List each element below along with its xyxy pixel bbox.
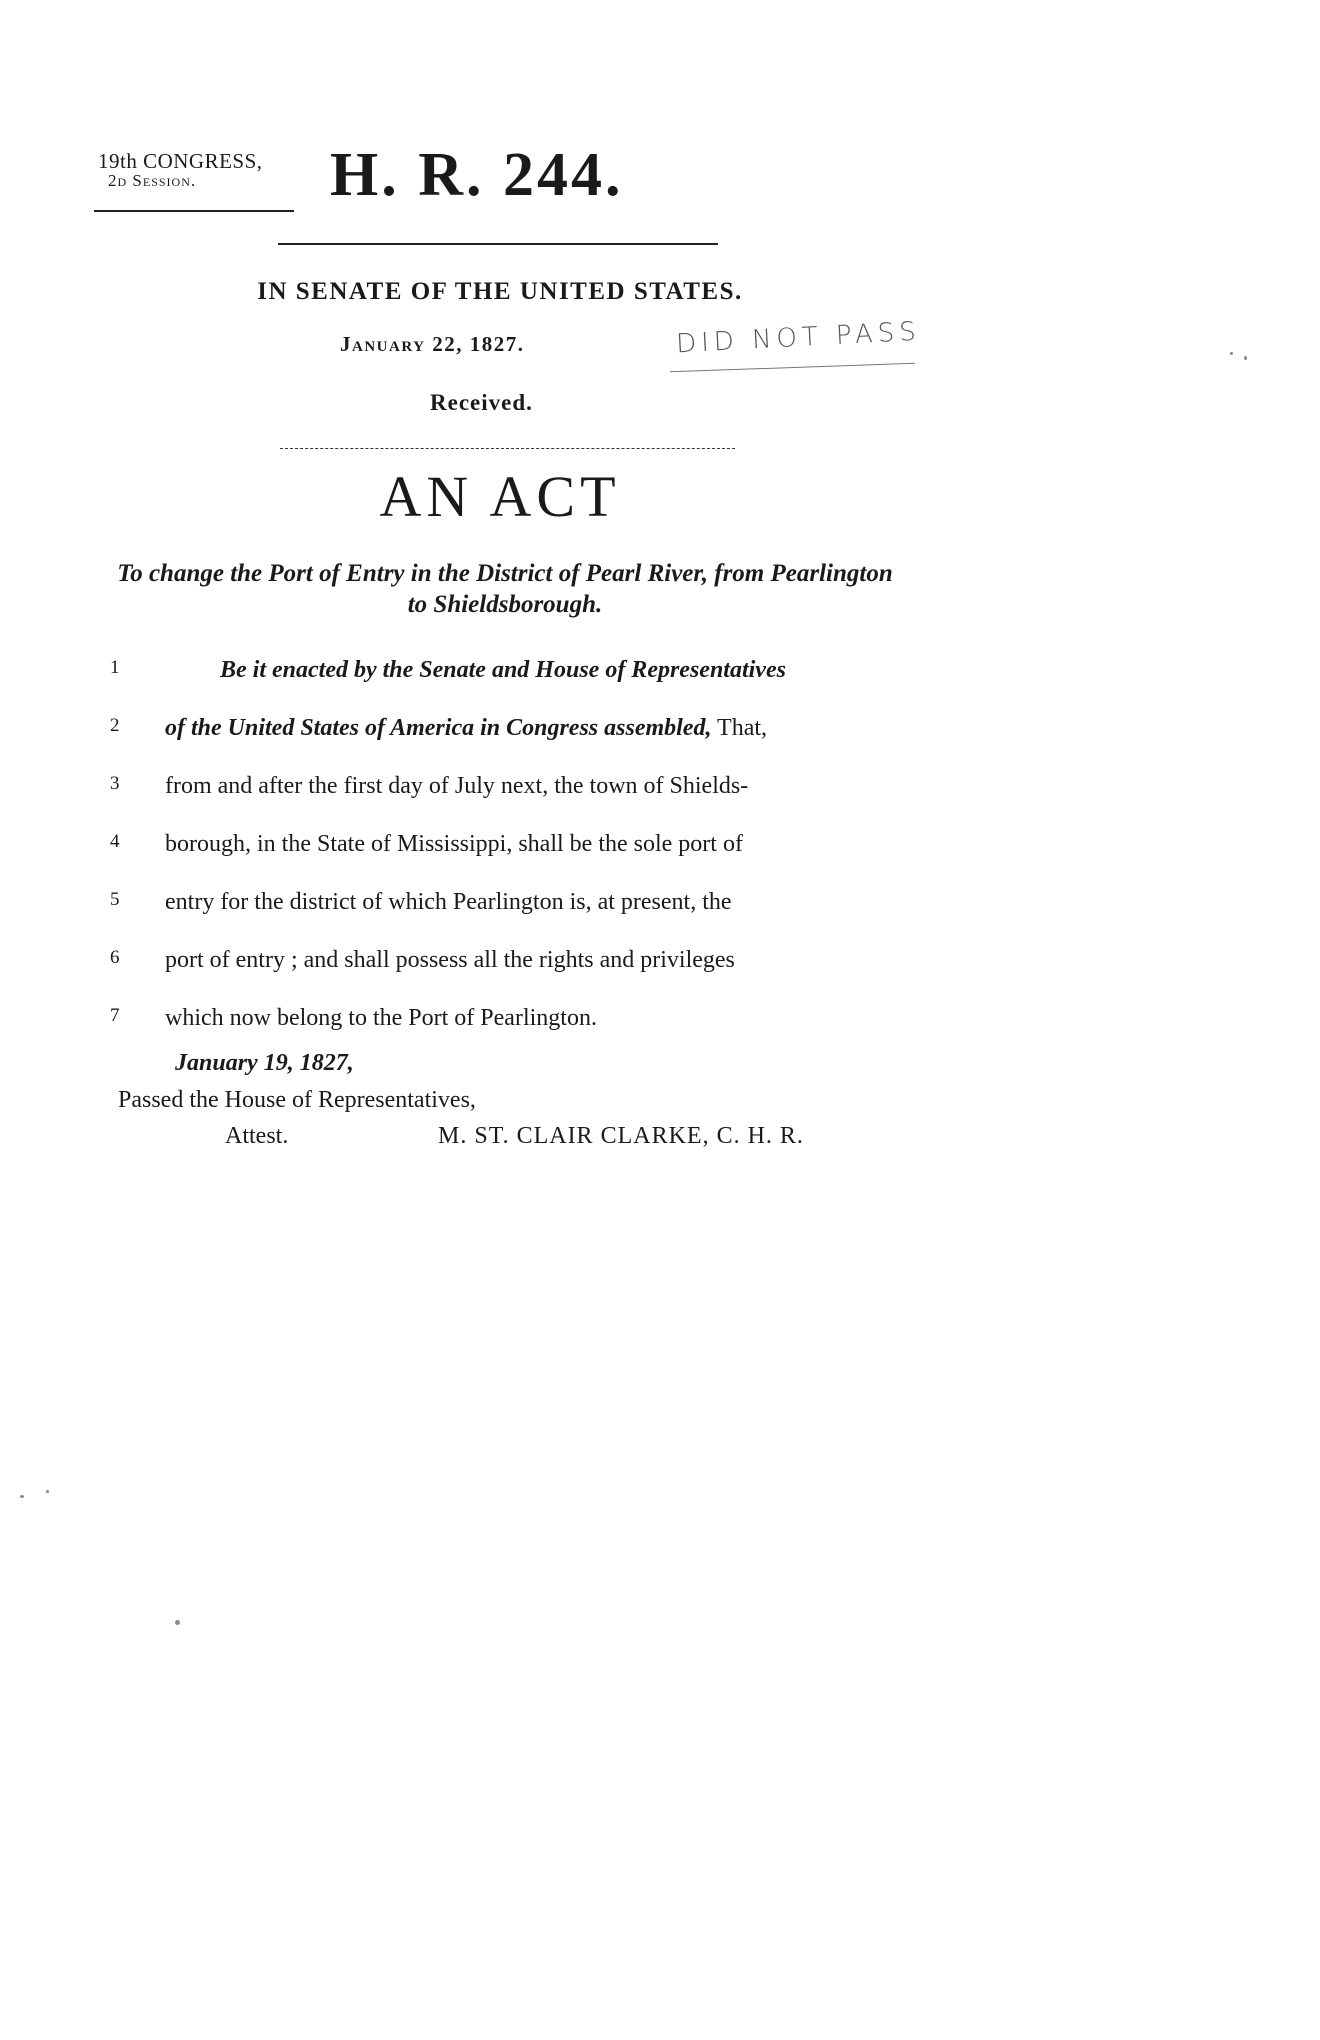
line-text: which now belong to the Port of Pearlington. xyxy=(165,1005,597,1031)
line-number: 7 xyxy=(110,1005,120,1026)
act-title: AN ACT xyxy=(379,464,621,529)
line-text-italic: of the United States of America in Congress assembled, xyxy=(165,715,712,741)
body-line xyxy=(110,657,910,715)
scan-speck xyxy=(20,1495,24,1498)
body-line xyxy=(110,773,910,831)
line-number: 2 xyxy=(110,715,120,736)
title-divider xyxy=(280,448,735,449)
congress-underline xyxy=(94,210,294,212)
body-line xyxy=(110,831,910,889)
bill-number: H. R. 244. xyxy=(330,141,624,209)
line-text: entry for the district of which Pearlington is, at present, the xyxy=(165,889,732,915)
line-text: port of entry ; and shall possess all the rights and privileges xyxy=(165,947,735,973)
line-number: 5 xyxy=(110,889,120,910)
handwritten-annotation: DID NOT PASS xyxy=(675,316,922,360)
line-number: 6 xyxy=(110,947,120,968)
date-line: January 22, 1827. xyxy=(340,332,525,356)
congress-label: 19th CONGRESS, xyxy=(98,149,263,173)
scan-speck xyxy=(1230,352,1233,355)
senate-heading: IN SENATE OF THE UNITED STATES. xyxy=(257,278,743,305)
congress-session-block xyxy=(98,150,288,190)
received-label: Received. xyxy=(430,390,533,415)
line-text: Be it enacted by the Senate and House of Representatives xyxy=(220,657,786,683)
line-text xyxy=(165,715,767,742)
line-text: from and after the first day of July next, the town of Shields- xyxy=(165,773,749,799)
line-number: 1 xyxy=(110,657,120,678)
act-body xyxy=(110,657,910,1063)
header-divider xyxy=(278,243,718,245)
session-label: 2d Session. xyxy=(108,171,197,191)
body-line xyxy=(110,889,910,947)
passage-statement: Passed the House of Representatives, xyxy=(118,1087,476,1113)
line-text-roman: That, xyxy=(711,715,768,741)
body-line xyxy=(110,947,910,1005)
line-number: 4 xyxy=(110,831,120,852)
attest-label: Attest. xyxy=(225,1123,289,1149)
scan-speck xyxy=(175,1620,180,1625)
passage-date: January 19, 1827, xyxy=(175,1050,354,1076)
annotation-underline xyxy=(670,363,915,373)
act-subtitle: To change the Port of Entry in the District of Pearl River, from Pearlington to Shieldsborough. xyxy=(117,560,893,619)
line-number: 3 xyxy=(110,773,120,794)
scan-speck xyxy=(1244,356,1247,360)
body-line xyxy=(110,715,910,773)
scan-speck xyxy=(46,1490,49,1493)
clerk-signature: M. ST. CLAIR CLARKE, C. H. R. xyxy=(438,1123,804,1149)
line-text: borough, in the State of Mississippi, shall be the sole port of xyxy=(165,831,743,857)
